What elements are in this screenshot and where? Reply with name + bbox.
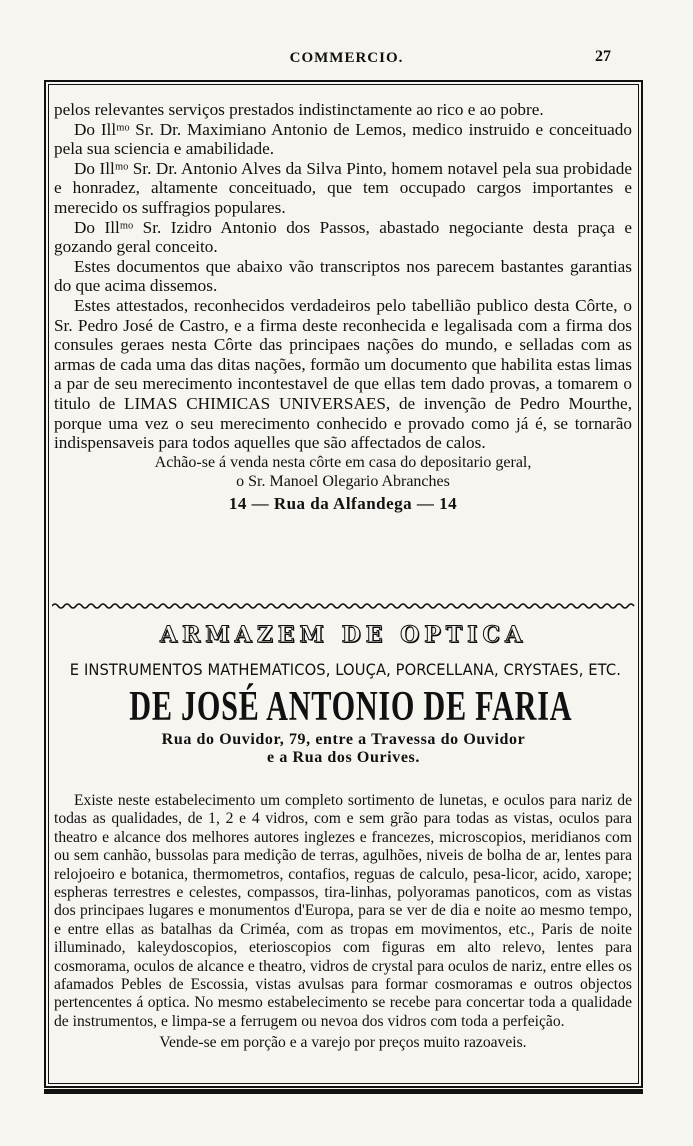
running-head: COMMERCIO.	[289, 50, 404, 66]
advert-optica-body	[54, 792, 632, 1053]
paragraph: Do Illᵐᵒ Sr. Dr. Antonio Alves da Silva Pinto, homem notavel pela sua probidade e honradez, altamente conceituado, que tem occupado cargos importantes e merecido os suffragios populares.	[54, 158, 632, 217]
page-number: 27	[595, 48, 611, 65]
shop-subtitle: E INSTRUMENTOS MATHEMATICOS, LOUÇA, PORCELLANA, CRYSTAES, ETC.	[69, 660, 622, 679]
shop-title: ARMAZEM DE OPTICA	[159, 622, 528, 648]
shop-owner: DE JOSÉ ANTONIO DE FARIA	[129, 684, 573, 730]
wavy-divider	[52, 602, 636, 610]
closing-line: Vende-se em porção e a varejo por preços muito razoaveis.	[159, 1034, 527, 1052]
advert-limas	[54, 100, 632, 514]
sale-line: Achão-se á venda nesta côrte em casa do depositario geral,	[154, 453, 532, 471]
shop-address-line: e a Rua dos Ourives.	[267, 749, 420, 766]
paragraph: Do Illᵐᵒ Sr. Dr. Maximiano Antonio de Lemos, medico instruido e conceituado pela sua sciencia e amabilidade.	[54, 119, 632, 159]
paragraph: Estes attestados, reconhecidos verdadeiros pelo tabellião publico desta Côrte, o Sr. Pedro José de Castro, e a firma deste reconhecida e legalisada com a firma dos consules geraes nesta Côrte das principaes nações do mundo, e selladas com as armas de cada uma das ditas nações, formão um documento que habilita estas limas a par de seu merecimento incontestavel de que ellas tem dado provas, a tomarem o titulo de LIMAS CHIMICAS UNIVERSAES, de invenção de Pedro Mourthe, porque uma vez o seu merecimento conhecido e provado como já é, se tornarão indispensaveis para todos aquelles que são affectados de calos.	[54, 295, 632, 453]
paragraph: Existe neste estabelecimento um completo sortimento de lunetas, e oculos para nariz de todas as qualidades, de 1, 2 e 4 vidros, com e sem grão para todas as vistas, oculos para theatro e alcance dos melhores autores inglezes e francezes, microscopios, meridianos com ou sem canhão, bussolas para medição de terras, agulhões, niveis de bolha de ar, lentes para relojoeiro e botanica, thermometros, contafios, reguas de calculo, pesa-licor, acido, xarope; espheras terrestres e celestes, compassos, tira-linhas, polyoramas panoticos, com as vistas dos principaes lugares e monumentos d'Europa, para se ver de dia e noite ao mesmo tempo, e entre ellas as batalhas da Criméa, com as tropas em movimentos, etc., Paris de noite illuminado, kaleydoscopios, eterioscopios com figuras em alto relevo, lentes para cosmorama, oculos de alcance e theatro, vidros de crystal para oculos de nariz, entre elles os afamados Pebles de Escossia, vistas avulsas para formar cosmoramas e outros objectos pertencentes á optica. No mesmo estabelecimento se recebe para concertar toda a qualidade de instrumentos, e limpa-se a ferrugem ou nevoa dos vidros com toda a perfeição.	[54, 792, 632, 1030]
paragraph: Estes documentos que abaixo vão transcriptos nos parecem bastantes garantias do que acima dissemos.	[54, 256, 632, 296]
advert-optica-header	[46, 622, 641, 767]
sale-line: o Sr. Manoel Olegario Abranches	[236, 472, 450, 490]
shop-address-line: Rua do Ouvidor, 79, entre a Travessa do Ouvidor	[161, 731, 526, 748]
paragraph: Do Illᵐᵒ Sr. Izidro Antonio dos Passos, abastado negociante desta praça e gozando geral conceito.	[54, 217, 632, 257]
paragraph: pelos relevantes serviços prestados indistinctamente ao rico e ao pobre.	[54, 100, 544, 119]
advert-address: 14 — Rua da Alfandega — 14	[228, 493, 458, 513]
advert-frame	[44, 80, 643, 1088]
